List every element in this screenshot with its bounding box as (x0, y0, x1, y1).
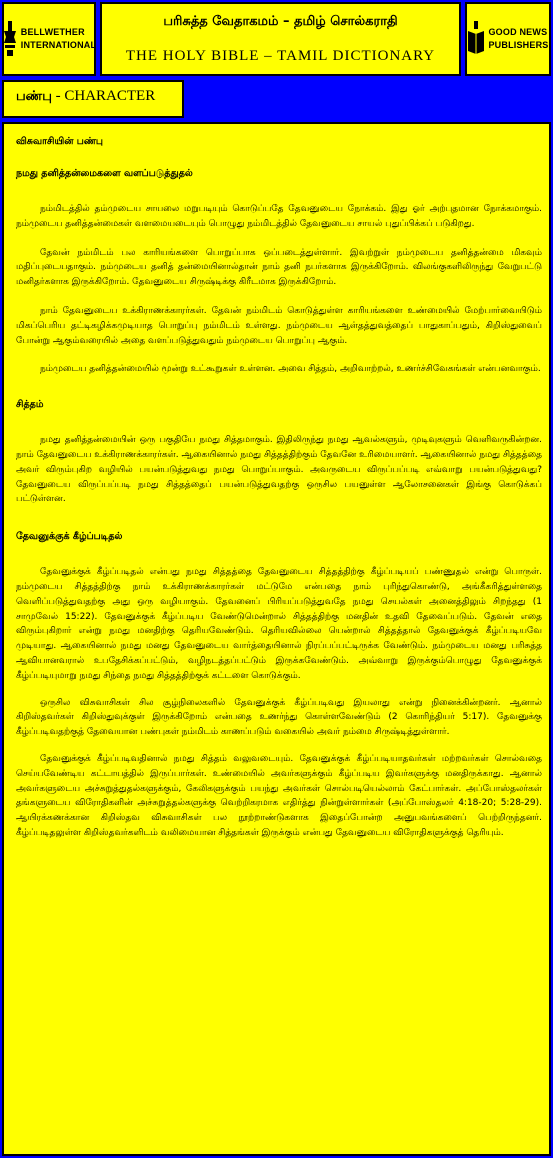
paragraph-4: நம்முடைய தனித்தன்மையில் மூன்று உட்கூறுகள் உள்ளன. அவை சித்தம், அறிவாற்றல், உணர்ச்சிவேகங்கள் என்பனவாகும். (40, 364, 541, 375)
bellwether-sheep-icon (2, 19, 18, 59)
paragraph-3: நாம் தேவனுடைய உக்கிராணக்காரர்கள். தேவன் நம்மிடம் கொடுத்துள்ள காரியங்களை உண்மையில் மேற்பார்வையிடும் மிகப்பெரிய தட்டிகழிக்கமுடியாத பொறுப்பு நம்மிடம் உள்ளது. நம்முடைய ஆள்தத்துவத்தைப் பாதுகாப்பதும், கிறிஸ்துவைப் போன்று ஆகும்வரையில் அதை வளப்படுத்துவதும் நம்முடைய பொறுப்பு ஆகும். (16, 305, 542, 346)
section-heading-enrich: நமது தனித்தன்மைகளை வளப்படுத்துதல் (16, 168, 193, 179)
topic-tag (2, 80, 184, 118)
bellwether-logo-line2: INTERNATIONAL (20, 40, 97, 50)
header-title-tamil: பரிசுத்த வேதாகமம் – தமிழ் சொல்கராதி (163, 14, 398, 29)
article-title: விசுவாசியின் பண்பு (16, 136, 103, 147)
page-header (100, 2, 461, 76)
article-panel (2, 122, 551, 1156)
good-news-logo-panel (465, 2, 551, 76)
article-body (16, 136, 542, 841)
paragraph-5: நமது தனித்தன்மையின் ஒரு பகுதியே நமது சித்தமாகும். இதிலிருந்து நமது ஆவல்களும், முடிவுகளும் வெளிவருகின்றன. நாம் தேவனுடைய உக்கிராணக்காரர்கள். ஆகையினால் நமது சித்தத்திற்கும் தேவனே உரிமையாளர். ஆகையினால் நமது சித்தத்தை அவர் விரும்புகிற வழியில் பயன்படுத்துவது நமது பொறுப்பாகும். அவருடைய விருப்பப்படி எவ்வாறு பயன்படுத்துவது? தேவனுடைய விருப்பப்படி நமது சித்தத்தைப் பயன்படுத்துவதற்கு ஒருசில பயனுள்ள ஆலோசனைகள் இங்கு கொடுக்கப் பட்டுள்ளன. (16, 435, 542, 505)
bellwether-logo-panel (2, 2, 96, 76)
paragraph-7: ஒருசில விசுவாசிகள் சில சூழ்நிலைகளில் தேவனுக்குக் கீழ்ப்படிவது இயலாது என்று நினைக்கின்றனர். ஆனால் கிறிஸ்தவர்கள் கிறிஸ்துவுக்குள் இருக்கிறோம் என்பதை உணர்ந்து கொள்ளவேண்டும் (2 கொரிந்தியர் 5:17). தேவனுக்கு கீழ்ப்படிவதற்குத் தேவையான பண்புகள் நம்மிடம் காணப்படும் வகையில் அவர் நம்மை சிருஷ்டித்துள்ளார். (16, 697, 542, 738)
bellwether-logo-line1: BELLWETHER (20, 27, 85, 37)
paragraph-1: நம்மிடத்தில் தம்முடைய சாயலை மறுபடியும் கொடுப்பதே தேவனுடைய நோக்கம். இது ஓர் அற்புதமான நோக்கமாகும். நம்முடைய தனித்தன்மைகள் வளமையடையும் பொழுது நம்மிடத்தில் தேவனுடைய சாயல் புதுப்பிக்கப் படுகிறது. (16, 204, 542, 229)
good-news-logo-line1: GOOD NEWS (488, 27, 548, 37)
paragraph-8: தேவனுக்குக் கீழ்ப்படிவதினால் நமது சித்தம் வலுவடையும். தேவனுக்குக் கீழ்ப்படியாதவர்கள் மற்றவர்கள் சொல்வதை செய்யவேண்டிய கட்டாயத்தில் இருப்பார்கள். உண்மையில் அவர்களுக்கும் கீழ்ப்படிய இவர்களுக்கு மனதிருக்காது. ஆனால் அவர்களுடைய அச்சுறுத்துதல்களுக்கும், கேலிகளுக்கும் பயந்து அவர்கள் சொல்படியெல்லாம் கேட்பார்கள். அப்போஸ்தலர்கள் தங்களுடைய விரோதிகளின் அச்சுறுத்தல்களுக்கு வெற்றிகரமாக எதிர்த்து நின்றுள்ளார்கள் (அப்போஸ்தலர் 4:18-20; 5:28-29). ஆயிரக்கணக்கான கிறிஸ்தவ விசுவாசிகள் பல நூற்றாண்டுகளாக இதைப்போன்ற அனுபவங்களைப் பெற்றிருந்தனர். கீழ்ப்படிதலுள்ள கிறிஸ்தவர்களிடம் வலிமையான சித்தங்கள் இருக்கும் என்பது தேவனுடைய விரோதிகளுக்குத் தெரியும். (16, 753, 542, 838)
paragraph-6: தேவனுக்குக் கீழ்ப்படிதல் என்பது நமது சித்தத்தை தேவனுடைய சித்தத்திற்கு கீழ்ப்படியப் பண்ணுதல் என்று பொருள். நம்முடைய சித்தத்திற்கு நாம் உக்கிராணக்காரர்கள் மட்டுமே என்பதை நாம் புரிந்துகொண்டு, அங்கீகரித்துள்ளதை வெளிப்படுத்துவதற்கு அது ஒரு வழியாகும். தேவனைப் பிரியப்படுத்துவதே நமது செயல்கள் அனைத்திலும் சிறந்தது (1 சாமுவேல் 15:22). தேவனுக்குக் கீழ்ப்படிய வேண்டுமென்றால் சித்தத்திற்கு மனதின் உதவி தேவைப்படும். தேவன் எதை விரும்புகிறார் என்று நமது மனதிற்கு தெரியவேண்டும். தெரியவில்லை யென்றால் சித்தத்தால் தேவனுக்குக் கீழ்ப்படியவே முடியாது. ஆகையினால் நமது மனது தேவனுடைய வார்த்தையினால் நிரப்பப்பட்டிருக்க வேண்டும். நம்முடைய மனது பரிசுத்த ஆவியானவரால் உபதேசிக்கப்பட்டும், வழிநடத்தப்பட்டும் இருக்கவேண்டும். அவ்வாறு இருக்கும்பொழுது தேவனுக்குக் கீழ்ப்படியுமாறு நமது சிந்தை நமது சித்தத்திற்குக் கட்டளை கொடுக்கும். (16, 567, 542, 681)
paragraph-2: தேவன் நம்மிடம் பல காரியங்களை பொறுப்பாக ஒப்படைத்துள்ளார். இவற்றுள் நம்முடைய தனித்தன்மை மிகவும் மதிப்புடையதாகும். நம்முடைய தனித் தன்மையினால்தான் நாம் தனி நபர்களாக இருக்கிறோம். விலங்குகளிலிருந்து வேறுபட்டு மனிதர்களாக இருக்கிறோம். தேவனுடைய சிருஷ்டிக்கு கிரீடமாக இருக்கிறோம். (16, 247, 542, 288)
good-news-book-icon (467, 21, 485, 57)
header-title-english: THE HOLY BIBLE – TAMIL DICTIONARY (125, 48, 436, 64)
section-heading-obedience: தேவனுக்குக் கீழ்ப்படிதல் (16, 531, 123, 543)
section-heading-will: சித்தம் (16, 399, 44, 411)
topic-tag-tamil: பண்பு (16, 89, 52, 104)
good-news-logo-line2: PUBLISHERS (488, 40, 549, 50)
topic-tag-english: - CHARACTER (51, 88, 156, 104)
